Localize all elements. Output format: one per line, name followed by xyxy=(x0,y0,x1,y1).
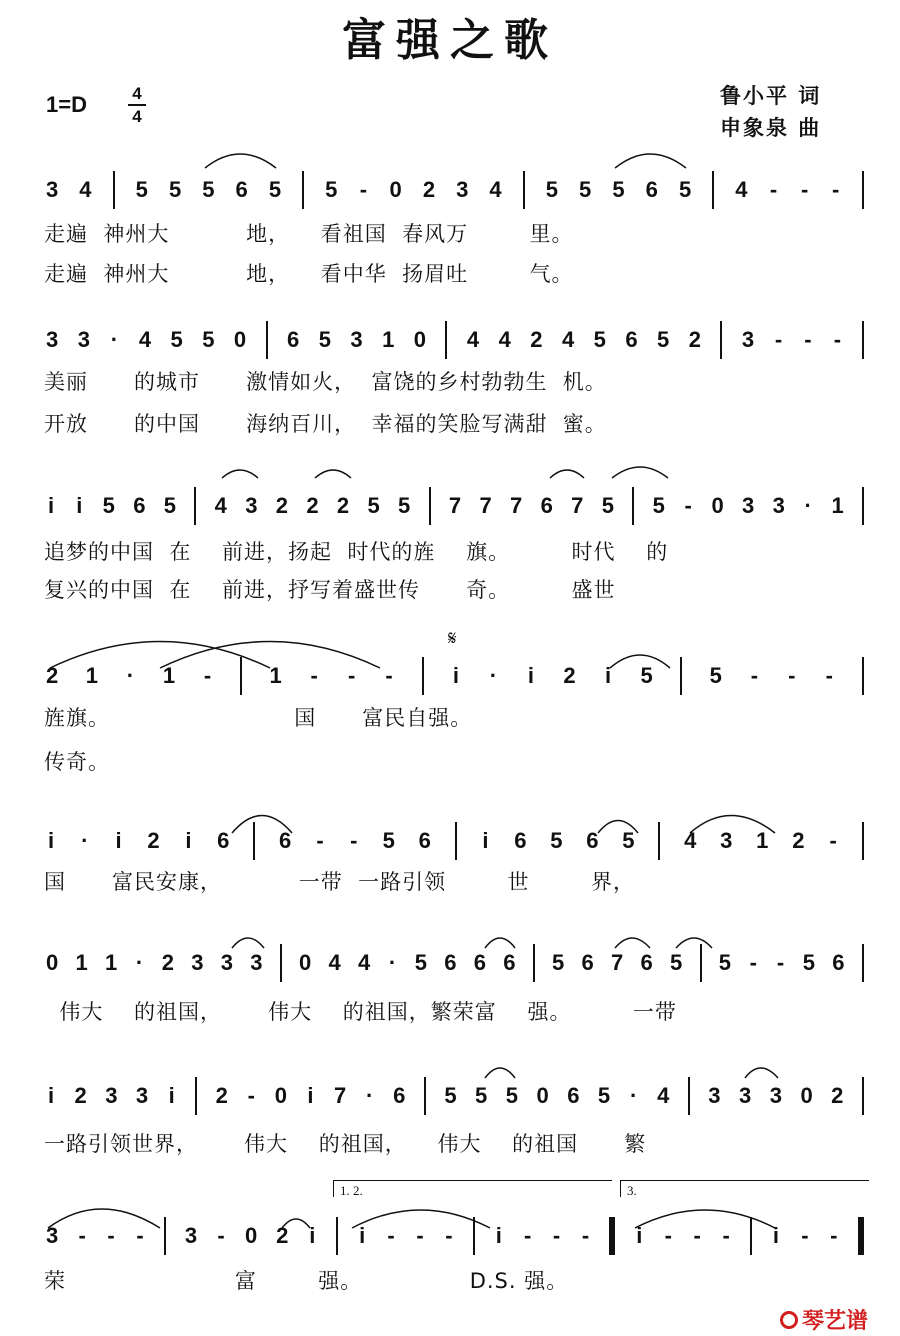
note: 5 xyxy=(601,493,614,518)
note: 6 xyxy=(567,1083,580,1108)
note: 5 xyxy=(414,950,427,975)
note: 6 xyxy=(444,950,457,975)
note: i xyxy=(47,1083,55,1108)
note: i xyxy=(527,663,534,688)
note: · xyxy=(365,1083,374,1108)
bar-line xyxy=(862,321,864,359)
note: 6 xyxy=(640,950,653,975)
note: i xyxy=(636,1223,643,1248)
note: - xyxy=(581,1223,590,1248)
note: 6 xyxy=(393,1083,406,1108)
note: i xyxy=(309,1223,316,1248)
note: 2 xyxy=(530,327,543,352)
note: - xyxy=(749,950,757,975)
note: 3 xyxy=(708,1083,721,1108)
note: 6 xyxy=(645,177,658,202)
lyric-line: 传奇。 xyxy=(44,750,110,774)
note: 5 xyxy=(640,663,653,688)
note: 5 xyxy=(552,950,565,975)
note: 2 xyxy=(792,828,805,853)
note: - xyxy=(769,177,778,202)
note: 0 xyxy=(233,327,247,352)
note: 5 xyxy=(718,950,731,975)
note: 0 xyxy=(413,327,426,352)
note: 6 xyxy=(217,828,230,853)
notation-line xyxy=(46,823,864,859)
note: - xyxy=(217,1223,225,1248)
note: · xyxy=(110,327,119,352)
note: 5 xyxy=(593,327,606,352)
note: · xyxy=(126,663,135,688)
note: 2 xyxy=(74,1083,87,1108)
note: 5 xyxy=(382,828,395,853)
note: 5 xyxy=(709,663,722,688)
note: 1 xyxy=(269,663,282,688)
note: 5 xyxy=(318,327,331,352)
note: - xyxy=(107,1223,115,1248)
note: 0 xyxy=(711,493,724,518)
note: 5 xyxy=(268,177,282,202)
note: 2 xyxy=(275,493,288,518)
time-signature-bottom: 4 xyxy=(132,107,142,126)
note: · xyxy=(388,950,397,975)
note: 5 xyxy=(202,177,215,202)
note: 3 xyxy=(456,177,469,202)
note: 0 xyxy=(800,1083,813,1108)
note: 1 xyxy=(831,493,844,518)
double-bar-line xyxy=(609,1217,615,1255)
lyric-line: 一路引领世界， 伟大 的祖国， 伟大 的祖国 繁 xyxy=(44,1132,647,1156)
note: - xyxy=(416,1223,424,1248)
note: · xyxy=(489,663,498,688)
note: 5 xyxy=(622,828,635,853)
note: - xyxy=(385,663,393,688)
note: - xyxy=(722,1223,730,1248)
note: · xyxy=(804,493,812,518)
bar-line xyxy=(422,657,424,695)
note: - xyxy=(350,828,358,853)
note: 5 xyxy=(670,950,683,975)
note: i xyxy=(115,828,122,853)
song-title: 富强之歌 xyxy=(342,15,558,66)
note: 6 xyxy=(540,493,553,518)
bar-line xyxy=(700,944,702,982)
bar-line xyxy=(336,1217,338,1255)
note: 2 xyxy=(336,493,350,518)
volta-first-ending: 1. 2. xyxy=(333,1180,612,1197)
note: - xyxy=(825,663,833,688)
note: - xyxy=(684,493,692,518)
note: 0 xyxy=(299,950,312,975)
note: 3 xyxy=(77,327,90,352)
note: 3 xyxy=(720,828,733,853)
lyric-line: 复兴的中国 在 前进，抒写着盛世传 奇。 盛世 xyxy=(44,578,616,602)
bar-line xyxy=(680,657,682,695)
note: 2 xyxy=(147,828,160,853)
bar-line xyxy=(533,944,535,982)
segno-sign: 𝄋 xyxy=(448,626,457,650)
note: i xyxy=(359,1223,366,1248)
note: 3 xyxy=(105,1083,118,1108)
note: 5 xyxy=(170,327,183,352)
note: 3 xyxy=(772,493,785,518)
note: 6 xyxy=(235,177,248,202)
note: 5 xyxy=(579,177,592,202)
bar-line xyxy=(862,822,864,860)
bar-line xyxy=(862,171,864,209)
note: 1 xyxy=(85,663,98,688)
notation-line xyxy=(46,1078,864,1114)
note: 7 xyxy=(510,493,523,518)
note: 4 xyxy=(138,327,152,352)
note: i xyxy=(772,1223,780,1248)
note: 4 xyxy=(466,327,480,352)
note: 3 xyxy=(739,1083,752,1108)
note: 6 xyxy=(133,493,146,518)
logo-icon xyxy=(780,1311,798,1329)
note: 3 xyxy=(250,950,263,975)
note: i xyxy=(307,1083,314,1108)
bar-line xyxy=(424,1077,426,1115)
note: - xyxy=(552,1223,561,1248)
note: 3 xyxy=(350,327,363,352)
bar-line xyxy=(658,822,660,860)
note: 2 xyxy=(306,493,319,518)
note: 6 xyxy=(418,828,431,853)
note: 1 xyxy=(382,327,395,352)
bar-line xyxy=(862,1077,864,1115)
note: 6 xyxy=(625,327,638,352)
note: 6 xyxy=(832,950,845,975)
volta-second-ending: 3. xyxy=(620,1180,869,1197)
note: i xyxy=(452,663,460,688)
bar-line xyxy=(862,944,864,982)
bar-line xyxy=(429,487,431,525)
note: 4 xyxy=(684,828,697,853)
note: 5 xyxy=(652,493,665,518)
note: i xyxy=(482,828,489,853)
note: 3 xyxy=(220,950,233,975)
note: 1 xyxy=(756,828,769,853)
note: 5 xyxy=(168,177,182,202)
note: 0 xyxy=(536,1083,549,1108)
note: - xyxy=(78,1223,86,1248)
note: - xyxy=(829,828,837,853)
note: i xyxy=(76,493,83,518)
note: 5 xyxy=(475,1083,488,1108)
note: 3 xyxy=(741,327,755,352)
note: 5 xyxy=(102,493,115,518)
note: 2 xyxy=(161,950,174,975)
lyric-line: 伟大 的祖国， 伟大 的祖国，繁荣富 强。 一带 xyxy=(44,1000,677,1024)
note: 3 xyxy=(245,493,258,518)
note: - xyxy=(316,828,324,853)
bar-line xyxy=(473,1217,475,1255)
note: 0 xyxy=(46,950,59,975)
bar-line xyxy=(688,1077,690,1115)
note: 7 xyxy=(479,493,492,518)
note: 3 xyxy=(46,327,59,352)
composer-credit: 申象泉 曲 xyxy=(720,116,822,140)
note: i xyxy=(47,828,55,853)
note: 6 xyxy=(514,828,527,853)
bar-line xyxy=(445,321,447,359)
notation-line xyxy=(46,172,864,208)
note: 5 xyxy=(657,327,670,352)
bar-line xyxy=(862,657,864,695)
note: - xyxy=(136,1223,144,1248)
note: 3 xyxy=(742,493,755,518)
note: - xyxy=(774,327,783,352)
bar-line xyxy=(862,487,864,525)
note: 3 xyxy=(46,177,59,202)
note: 2 xyxy=(563,663,576,688)
note: 4 xyxy=(328,950,341,975)
note: 3 xyxy=(191,950,204,975)
notation-line xyxy=(46,658,864,694)
note: · xyxy=(81,828,89,853)
bar-line xyxy=(253,822,255,860)
bar-line xyxy=(455,822,457,860)
bar-line xyxy=(750,1217,752,1255)
lyric-line: 追梦的中国 在 前进，扬起 时代的旌 旗。 时代 的 xyxy=(44,540,669,564)
note: 3 xyxy=(769,1083,782,1108)
note: 0 xyxy=(274,1083,287,1108)
note: i xyxy=(604,663,612,688)
note: 6 xyxy=(581,950,594,975)
note: 4 xyxy=(214,493,227,518)
note: 7 xyxy=(611,950,624,975)
note: 5 xyxy=(135,177,148,202)
note: 0 xyxy=(389,177,402,202)
note: i xyxy=(495,1223,502,1248)
note: 6 xyxy=(586,828,599,853)
bar-line xyxy=(632,487,634,525)
note: - xyxy=(203,663,212,688)
note: - xyxy=(750,663,759,688)
time-signature xyxy=(128,84,146,126)
note: 2 xyxy=(831,1083,844,1108)
lyric-line: 走遍 神州大 地， 看中华 扬眉吐 气。 xyxy=(44,262,574,286)
note: 6 xyxy=(287,327,300,352)
note: i xyxy=(168,1083,175,1108)
note: 5 xyxy=(163,493,176,518)
note: 2 xyxy=(215,1083,228,1108)
note: 2 xyxy=(276,1223,289,1248)
note: 4 xyxy=(79,177,92,202)
lyric-line: 荣 富 强。 D.S. 强。 xyxy=(44,1269,569,1293)
lyric-line: 走遍 神州大 地， 看祖国 春风万 里。 xyxy=(44,222,574,246)
note: 4 xyxy=(561,327,575,352)
note: - xyxy=(347,663,356,688)
note: 2 xyxy=(688,327,701,352)
note: 5 xyxy=(550,828,563,853)
note: 6 xyxy=(473,950,486,975)
note: 1 xyxy=(162,663,176,688)
note: 6 xyxy=(503,950,516,975)
note: 2 xyxy=(422,177,436,202)
note: - xyxy=(800,177,809,202)
note: - xyxy=(832,177,840,202)
bar-line xyxy=(720,321,722,359)
lyricist-credit: 鲁小平 词 xyxy=(720,84,822,108)
notation-line xyxy=(46,1218,864,1254)
note: - xyxy=(445,1223,453,1248)
note: - xyxy=(801,1223,809,1248)
notation-line xyxy=(46,322,864,358)
note: 1 xyxy=(75,950,88,975)
note: · xyxy=(629,1083,638,1108)
note: 5 xyxy=(398,493,411,518)
note: 4 xyxy=(657,1083,670,1108)
note: 5 xyxy=(802,950,815,975)
note: 5 xyxy=(545,177,558,202)
watermark-text: 琴艺谱 xyxy=(802,1309,869,1334)
note: - xyxy=(359,177,368,202)
lyric-line: 国 富民安康， 一带 一路引领 世 界， xyxy=(44,870,635,894)
note: - xyxy=(776,950,785,975)
note: 7 xyxy=(333,1083,347,1108)
note: - xyxy=(788,663,796,688)
bar-line xyxy=(113,171,115,209)
bar-line xyxy=(302,171,304,209)
bar-line xyxy=(266,321,268,359)
bar-line xyxy=(194,487,196,525)
note: · xyxy=(135,950,144,975)
notation-line xyxy=(46,945,864,981)
note: 5 xyxy=(202,327,215,352)
note: 5 xyxy=(597,1083,611,1108)
note: 1 xyxy=(105,950,118,975)
note: 5 xyxy=(678,177,692,202)
note: 5 xyxy=(367,493,380,518)
note: 4 xyxy=(358,950,371,975)
note: 3 xyxy=(184,1223,198,1248)
note: - xyxy=(833,327,842,352)
note: 5 xyxy=(325,177,338,202)
note: - xyxy=(830,1223,838,1248)
note: 4 xyxy=(489,177,502,202)
key-signature: 1=D xyxy=(46,92,87,117)
lyric-line: 旌旗。 国 富民自强。 xyxy=(44,706,473,730)
bar-line xyxy=(240,657,242,695)
note: 5 xyxy=(505,1083,518,1108)
note: 2 xyxy=(46,663,59,688)
note: 5 xyxy=(444,1083,457,1108)
lyric-line: 美丽 的城市 激情如火， 富饶的乡村勃勃生 机。 xyxy=(44,370,607,394)
bar-line xyxy=(280,944,282,982)
note: 4 xyxy=(498,327,511,352)
watermark-logo xyxy=(780,1304,868,1335)
note: 7 xyxy=(448,493,462,518)
notation-line xyxy=(46,488,864,524)
note: - xyxy=(524,1223,532,1248)
note: - xyxy=(247,1083,255,1108)
note: 3 xyxy=(46,1223,59,1248)
note: 4 xyxy=(735,177,748,202)
bar-line xyxy=(195,1077,197,1115)
note: - xyxy=(387,1223,395,1248)
note: i xyxy=(47,493,55,518)
note: 7 xyxy=(571,493,584,518)
note: - xyxy=(693,1223,701,1248)
bar-line xyxy=(712,171,714,209)
note: 3 xyxy=(135,1083,149,1108)
lyric-line: 开放 的中国 海纳百川， 幸福的笑脸写满甜 蜜。 xyxy=(44,412,607,436)
note: - xyxy=(310,663,318,688)
note: 6 xyxy=(278,828,292,853)
note: i xyxy=(185,828,192,853)
note: 5 xyxy=(612,177,625,202)
bar-line xyxy=(164,1217,166,1255)
note: 0 xyxy=(244,1223,258,1248)
note: - xyxy=(664,1223,672,1248)
double-bar-line xyxy=(858,1217,864,1255)
note: - xyxy=(804,327,812,352)
bar-line xyxy=(523,171,525,209)
time-signature-top: 4 xyxy=(132,84,142,103)
